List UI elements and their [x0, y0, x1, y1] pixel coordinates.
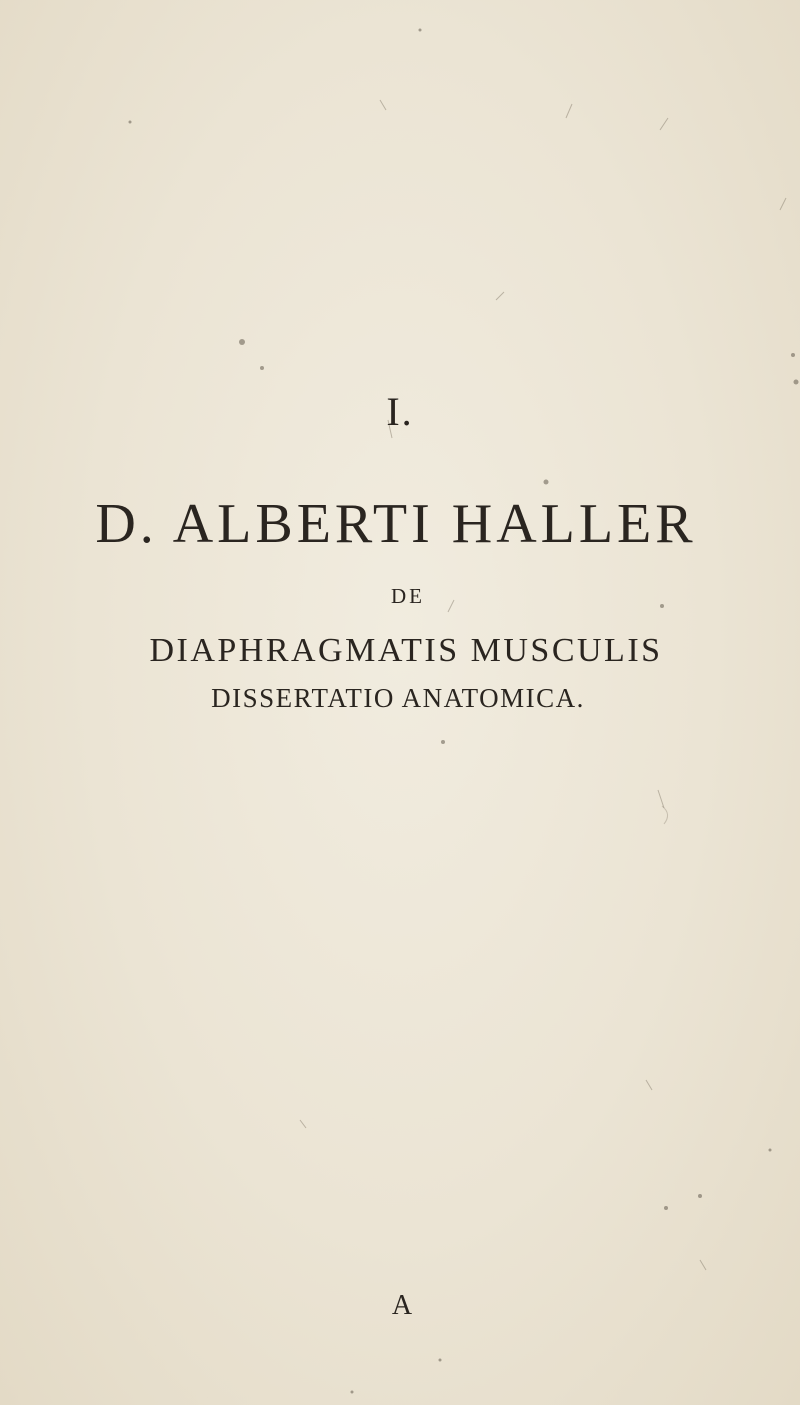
author-heading: D. ALBERTI HALLER — [95, 493, 697, 555]
page-number: I. — [386, 389, 414, 434]
signature-mark: A — [391, 1290, 413, 1321]
preposition-line: DE — [391, 584, 425, 608]
subject-title: DIAPHRAGMATIS MUSCULIS — [149, 632, 663, 669]
genre-subtitle: DISSERTATIO ANATOMICA. — [211, 683, 585, 713]
